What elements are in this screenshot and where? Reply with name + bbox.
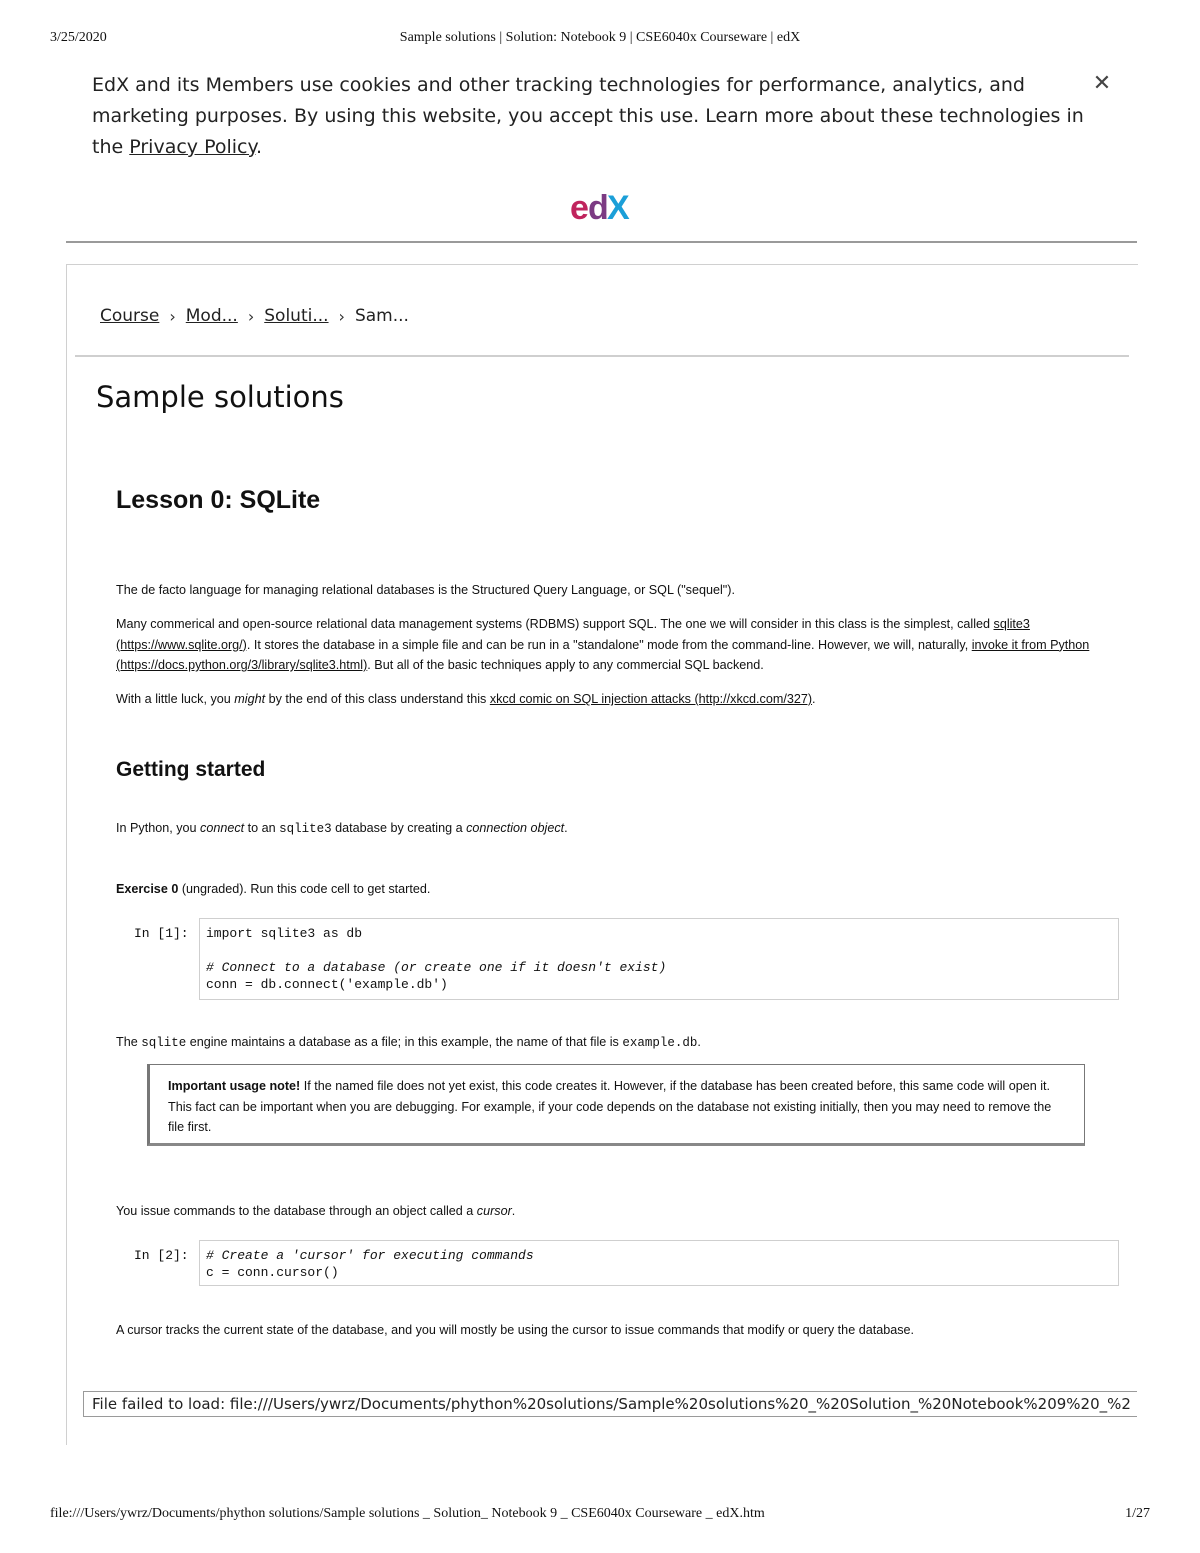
logo-letter-d: d	[588, 189, 609, 227]
code-line: c = conn.cursor()	[206, 1265, 339, 1280]
text: The	[116, 1035, 142, 1049]
chevron-right-icon: ›	[247, 306, 255, 326]
emphasis: connection object	[466, 821, 565, 835]
text: .	[511, 1204, 516, 1218]
code-line	[206, 942, 1112, 959]
chevron-right-icon: ›	[338, 306, 345, 326]
code-comment-line: # Create a 'cursor' for executing commands	[206, 1248, 534, 1263]
note-text: If the named file does not yet exist, this code creates it. However, if the database has been created before, this same code will open it. This fact can be important when you are debugging. For example, if your code depends on the database not existing initially, then you may need to remove the file first.	[168, 1079, 1052, 1134]
xkcd-link[interactable]: xkcd comic on SQL injection attacks (http://xkcd.com/327)	[489, 692, 813, 706]
paragraph-xkcd	[116, 689, 1116, 710]
paragraph-cursor-tracks: A cursor tracks the current state of the database, and you will mostly be using the cursor to issue commands that modify or query the database.	[116, 1323, 915, 1337]
cell-prompt: In [2]:	[134, 1248, 189, 1263]
print-footer	[50, 1506, 1150, 1526]
getting-started-heading: Getting started	[116, 758, 266, 781]
breadcrumb-current: Sam...	[354, 306, 409, 326]
edx-logo-icon	[570, 187, 640, 227]
chevron-right-icon: ›	[169, 306, 176, 326]
breadcrumb-solution[interactable]: Soluti...	[264, 306, 329, 326]
text: by the end of this class understand this	[265, 692, 490, 706]
close-icon[interactable]: ✕	[1092, 71, 1112, 96]
load-error-message: File failed to load: file:///Users/ywrz/Documents/phython%20solutions/Sample%20solutions%20_%20Solution_%20Notebook%209%20_%2	[83, 1391, 1137, 1417]
code-comment-line: # Connect to a database (or create one if it doesn't exist)	[206, 960, 667, 975]
text: database by creating a	[331, 821, 467, 835]
text: . It stores the database in a simple file and can be run in a "standalone" mode from the command-line. However, we will, naturally,	[246, 637, 972, 652]
breadcrumb-module[interactable]: Mod...	[185, 306, 238, 326]
text: .	[564, 821, 568, 835]
text: With a little luck, you	[116, 692, 235, 706]
important-note-box	[147, 1064, 1085, 1146]
inline-code: example.db	[622, 1036, 698, 1050]
sqlite-link[interactable]: sqlite3 (https://www.sqlite.org/)	[116, 617, 1030, 652]
python-sqlite3-docs-link[interactable]: invoke it from Python (https://docs.python.org/3/library/sqlite3.html)	[116, 637, 1090, 672]
print-page-title: Sample solutions | Solution: Notebook 9 | CSE6040x Courseware | edX	[399, 30, 801, 45]
cell-prompt: In [1]:	[134, 926, 189, 941]
cookie-banner	[92, 70, 1092, 163]
print-header	[50, 30, 1150, 50]
lesson-heading: Lesson 0: SQLite	[116, 486, 321, 514]
code-line: conn = db.connect('example.db')	[206, 977, 448, 992]
page-title: Sample solutions	[96, 380, 344, 414]
logo-letter-e: e	[570, 189, 589, 227]
code-cell-2[interactable]	[199, 1240, 1119, 1286]
text: You issue commands to the database through an object called a	[116, 1204, 477, 1218]
paragraph-sql-intro: The de facto language for managing relational databases is the Structured Query Language, or SQL ("sequel").	[116, 583, 735, 597]
paragraph-connect	[116, 818, 1116, 840]
paragraph-rdbms	[116, 614, 1116, 676]
code-line: import sqlite3 as db	[206, 926, 363, 941]
text: to an	[244, 821, 280, 835]
paragraph-engine	[116, 1032, 1116, 1054]
breadcrumb-course[interactable]: Course	[100, 306, 160, 326]
text: .	[812, 692, 816, 706]
cookie-banner-period: .	[256, 136, 263, 158]
privacy-policy-link[interactable]: Privacy Policy	[129, 136, 257, 158]
text: (ungraded). Run this code cell to get started.	[178, 882, 431, 896]
text: In Python, you	[116, 821, 201, 835]
paragraph-cursor	[116, 1201, 1116, 1222]
text: . But all of the basic techniques apply to any commercial SQL backend.	[367, 658, 764, 672]
text: .	[697, 1035, 701, 1049]
exercise-label: Exercise 0	[116, 882, 179, 896]
edx-logo[interactable]	[570, 187, 640, 227]
text: engine maintains a database as a file; in this example, the name of that file is	[186, 1035, 623, 1049]
print-date: 3/25/2020	[50, 30, 107, 45]
breadcrumb	[100, 303, 409, 329]
note-label: Important usage note!	[168, 1079, 301, 1093]
emphasis: connect	[200, 821, 245, 835]
cookie-banner-text: EdX and its Members use cookies and other tracking technologies for performance, analytics, and marketing purposes. By using this website, you accept this use. Learn more about these technologies in the	[92, 74, 1084, 158]
breadcrumb-divider	[75, 355, 1129, 357]
print-page-number: 1/27	[1125, 1506, 1150, 1521]
inline-code: sqlite	[141, 1036, 187, 1050]
text: Many commerical and open-source relational data management systems (RDBMS) support SQL. The one we will consider in this class is the simplest, called	[116, 617, 994, 631]
code-cell-1[interactable]	[199, 918, 1119, 1000]
print-file-path: file:///Users/ywrz/Documents/phython solutions/Sample solutions _ Solution_ Notebook 9 _ CSE6040x Courseware _ edX.htm	[50, 1506, 765, 1521]
inline-code: sqlite3	[279, 822, 332, 836]
paragraph-exercise	[116, 879, 1116, 900]
emphasis: cursor	[476, 1204, 512, 1218]
emphasis: might	[234, 692, 266, 706]
logo-letter-x: X	[607, 189, 630, 227]
header-divider	[66, 241, 1137, 243]
